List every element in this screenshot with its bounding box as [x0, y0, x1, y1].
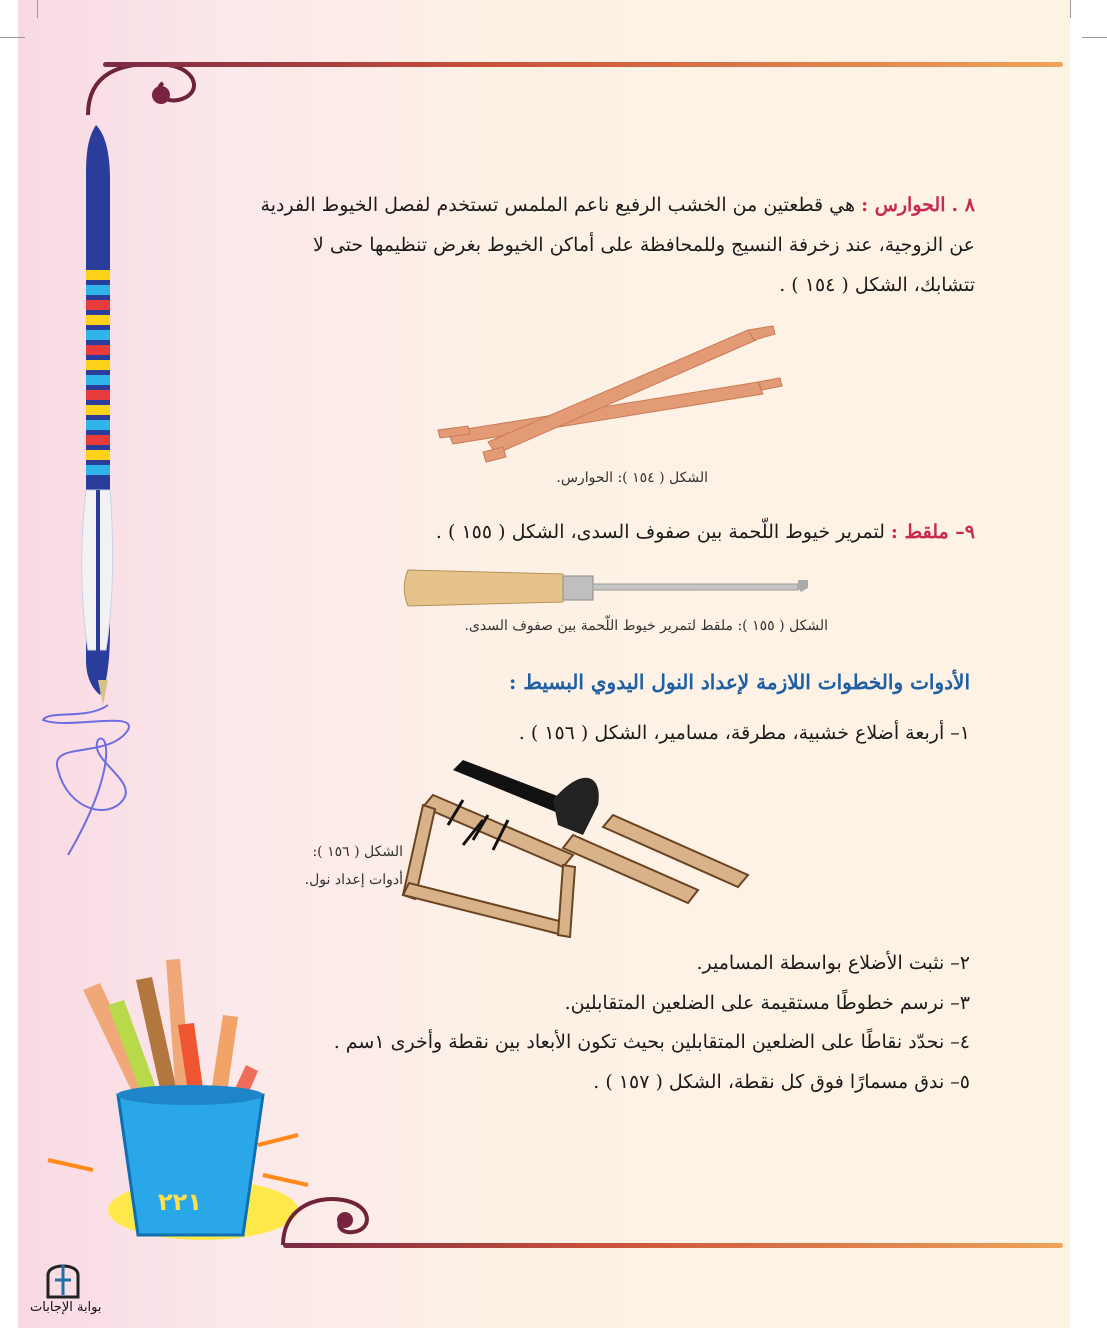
figure-156-caption [263, 838, 403, 894]
heddle-sticks-illustration [428, 322, 788, 472]
step-4: ٤– نحدّد نقاطًا على الضلعين المتقابلين بحيث تكون الأبعاد بين نقطة وأخرى ١سم . [333, 1031, 970, 1053]
step-5: ٥– ندق مسمارًا فوق كل نقطة، الشكل ( ١٥٧ ) . [593, 1071, 970, 1093]
section-8-term: الحوارس : [861, 194, 946, 216]
portal-name: بوابة الإجابات [30, 1300, 102, 1315]
crop-mark-left-top [0, 37, 25, 38]
crop-mark-top-right [1070, 0, 1071, 18]
figure-155-caption: الشكل ( ١٥٥ ): ملقط لتمرير خيوط اللّحمة بين صفوف السدى. [464, 618, 828, 634]
section-9-text: لتمرير خيوط اللّحمة بين صفوف السدى، الشكل ( ١٥٥ ) . [435, 521, 885, 543]
section-9-line [275, 512, 975, 552]
pen-illustration [28, 120, 148, 860]
textbook-page [18, 0, 1070, 1328]
section-8-number: ٨ . [951, 194, 975, 216]
figure-156-caption-line-2: أدوات إعداد نول. [304, 872, 403, 888]
section-9-term: ٩– ملقط : [890, 521, 975, 543]
figure-156-caption-line-1: الشكل ( ١٥٦ ): [312, 844, 403, 860]
crochet-tool-illustration [403, 562, 813, 612]
loom-tools-illustration [393, 755, 753, 950]
page-number: ٢٢١ [158, 1188, 202, 1216]
crop-mark-right-top [1082, 37, 1107, 38]
bottom-frame-line [283, 1243, 1063, 1248]
step-2: ٢– نثبت الأضلاع بواسطة المسامير. [696, 952, 970, 974]
section-8-text-1: هي قطعتين من الخشب الرفيع ناعم الملمس تستخدم لفصل الخيوط الفردية [260, 194, 856, 216]
portal-logo-icon [43, 1255, 83, 1300]
tools-heading: الأدوات والخطوات اللازمة لإعداد النول اليدوي البسيط : [509, 670, 970, 694]
section-8-line-3: تتشابك، الشكل ( ١٥٤ ) . [779, 274, 975, 296]
section-8-paragraph [215, 185, 975, 305]
step-3: ٣– نرسم خطوطًا مستقيمة على الضلعين المتقابلين. [564, 992, 970, 1014]
figure-154-caption: الشكل ( ١٥٤ ): الحوارس. [556, 470, 708, 486]
section-8-line-1 [215, 185, 975, 225]
section-8-line-2: عن الزوجية، عند زخرفة النسيج وللمحافظة على أماكن الخيوط بغرض تنظيمها حتى لا [312, 234, 975, 256]
crop-mark-top-left [37, 0, 38, 18]
step-1: ١– أربعة أضلاع خشبية، مطرقة، مسامير، الشكل ( ١٥٦ ) . [518, 722, 970, 744]
top-frame-line [103, 62, 1063, 67]
